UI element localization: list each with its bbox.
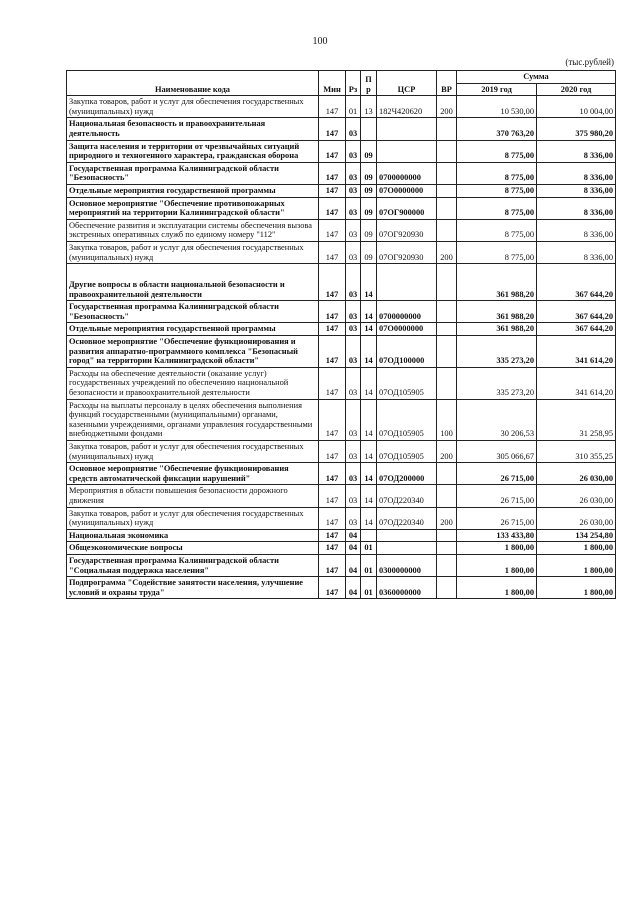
cell-vr [437, 140, 457, 162]
cell-2019: 10 530,00 [457, 96, 537, 118]
cell-min: 147 [319, 399, 346, 440]
cell-name: Государственная программа Калининградской области "Безопасность" [67, 301, 319, 323]
table-row [67, 219, 616, 241]
cell-csr: 182Ч420620 [377, 96, 437, 118]
cell-2020: 8 336,00 [537, 197, 616, 219]
cell-min: 147 [319, 577, 346, 599]
cell-2019: 305 066,67 [457, 441, 537, 463]
cell-pr: 14 [361, 367, 377, 399]
cell-2019: 370 763,20 [457, 118, 537, 140]
cell-2020: 8 336,00 [537, 219, 616, 241]
cell-rz: 03 [346, 323, 361, 336]
cell-2020: 341 614,20 [537, 367, 616, 399]
cell-min: 147 [319, 542, 346, 555]
cell-vr: 200 [437, 441, 457, 463]
cell-min: 147 [319, 441, 346, 463]
cell-vr [437, 336, 457, 368]
cell-2020: 1 800,00 [537, 577, 616, 599]
table-row [67, 577, 616, 599]
cell-name: Основное мероприятие "Обеспечение противопожарных мероприятий на территории Калининградской области" [67, 197, 319, 219]
cell-rz: 04 [346, 554, 361, 576]
cell-vr [437, 529, 457, 542]
cell-2019: 26 715,00 [457, 463, 537, 485]
table-row [67, 162, 616, 184]
cell-2020: 8 336,00 [537, 184, 616, 197]
cell-csr: 07ОГ900000 [377, 197, 437, 219]
cell-2019: 8 775,00 [457, 184, 537, 197]
cell-rz: 03 [346, 336, 361, 368]
cell-2020: 1 800,00 [537, 554, 616, 576]
cell-2020: 1 800,00 [537, 542, 616, 555]
cell-min: 147 [319, 162, 346, 184]
cell-vr [437, 463, 457, 485]
cell-2019: 1 800,00 [457, 554, 537, 576]
cell-2020: 367 644,20 [537, 264, 616, 301]
cell-rz: 03 [346, 301, 361, 323]
cell-name: Национальная безопасность и правоохранительная деятельность [67, 118, 319, 140]
cell-csr: 07ОГ920930 [377, 241, 437, 263]
table-row [67, 367, 616, 399]
cell-name: Государственная программа Калининградской области "Безопасность" [67, 162, 319, 184]
cell-name: Закупка товаров, работ и услуг для обеспечения государственных (муниципальных) нужд [67, 507, 319, 529]
cell-2019: 26 715,00 [457, 507, 537, 529]
cell-rz: 03 [346, 197, 361, 219]
cell-csr: 07О0000000 [377, 184, 437, 197]
cell-csr: 0700000000 [377, 301, 437, 323]
header-min: Мин [319, 71, 346, 96]
cell-2020: 367 644,20 [537, 301, 616, 323]
cell-pr: 09 [361, 184, 377, 197]
cell-name: Основное мероприятие "Обеспечение функционирования средств автоматической фиксации нарушений" [67, 463, 319, 485]
cell-rz: 03 [346, 367, 361, 399]
cell-2019: 335 273,20 [457, 336, 537, 368]
cell-name: Мероприятия в области повышения безопасности дорожного движения [67, 485, 319, 507]
table-row [67, 399, 616, 440]
cell-2019: 8 775,00 [457, 197, 537, 219]
table-body [67, 96, 616, 599]
header-pr: Пр [361, 71, 377, 96]
cell-rz: 01 [346, 96, 361, 118]
cell-vr [437, 485, 457, 507]
cell-2019: 361 988,20 [457, 323, 537, 336]
cell-name: Национальная экономика [67, 529, 319, 542]
cell-2020: 10 004,00 [537, 96, 616, 118]
cell-vr: 200 [437, 96, 457, 118]
table-row [67, 529, 616, 542]
cell-csr [377, 264, 437, 301]
cell-2019: 8 775,00 [457, 241, 537, 263]
cell-min: 147 [319, 264, 346, 301]
cell-2020: 26 030,00 [537, 485, 616, 507]
table-row [67, 336, 616, 368]
cell-vr [437, 264, 457, 301]
cell-vr: 200 [437, 241, 457, 263]
cell-pr: 13 [361, 96, 377, 118]
cell-vr: 100 [437, 399, 457, 440]
table-row [67, 118, 616, 140]
table-row [67, 463, 616, 485]
cell-csr: 0300000000 [377, 554, 437, 576]
cell-2019: 1 800,00 [457, 577, 537, 599]
cell-vr [437, 184, 457, 197]
cell-min: 147 [319, 301, 346, 323]
cell-pr: 01 [361, 554, 377, 576]
cell-2020: 310 355,25 [537, 441, 616, 463]
table-row [67, 140, 616, 162]
table-row [67, 241, 616, 263]
cell-name: Основное мероприятие "Обеспечение функционирования и развития аппаратно-программного комплекса "Безопасный город" на территории Калининградской области" [67, 336, 319, 368]
cell-csr: 0360000000 [377, 577, 437, 599]
cell-2019: 26 715,00 [457, 485, 537, 507]
cell-2019: 8 775,00 [457, 140, 537, 162]
cell-2019: 361 988,20 [457, 301, 537, 323]
cell-csr: 07О0000000 [377, 323, 437, 336]
units-label: (тыс.рублей) [565, 57, 614, 67]
cell-vr [437, 577, 457, 599]
cell-2020: 26 030,00 [537, 463, 616, 485]
cell-pr [361, 118, 377, 140]
cell-csr: 07ОД100000 [377, 336, 437, 368]
header-name: Наименование кода [67, 71, 319, 96]
cell-min: 147 [319, 241, 346, 263]
cell-vr [437, 197, 457, 219]
table-row [67, 96, 616, 118]
cell-2019: 30 206,53 [457, 399, 537, 440]
cell-2020: 367 644,20 [537, 323, 616, 336]
cell-2020: 375 980,20 [537, 118, 616, 140]
cell-2020: 31 258,95 [537, 399, 616, 440]
cell-name: Отдельные мероприятия государственной программы [67, 184, 319, 197]
cell-name: Государственная программа Калининградской области "Социальная поддержка населения" [67, 554, 319, 576]
cell-csr: 07ОД105905 [377, 441, 437, 463]
cell-name: Другие вопросы в области национальной безопасности и правоохранительной деятельности [67, 264, 319, 301]
cell-name: Расходы на обеспечение деятельности (оказание услуг) государственных учреждений по обеспечению национальной безопасности и правоохранительной деятельности [67, 367, 319, 399]
cell-2020: 8 336,00 [537, 241, 616, 263]
cell-min: 147 [319, 336, 346, 368]
cell-pr: 14 [361, 507, 377, 529]
cell-rz: 04 [346, 542, 361, 555]
cell-2019: 361 988,20 [457, 264, 537, 301]
cell-rz: 03 [346, 184, 361, 197]
table-row [67, 507, 616, 529]
table-row [67, 542, 616, 555]
cell-name: Общеэкономические вопросы [67, 542, 319, 555]
cell-2020: 134 254,80 [537, 529, 616, 542]
cell-min: 147 [319, 507, 346, 529]
cell-rz: 03 [346, 140, 361, 162]
page-number: 100 [312, 36, 328, 47]
cell-rz: 03 [346, 264, 361, 301]
cell-name: Отдельные мероприятия государственной программы [67, 323, 319, 336]
cell-pr: 09 [361, 219, 377, 241]
cell-min: 147 [319, 118, 346, 140]
table-row [67, 554, 616, 576]
cell-2019: 1 800,00 [457, 542, 537, 555]
cell-pr: 14 [361, 485, 377, 507]
cell-pr: 09 [361, 162, 377, 184]
cell-min: 147 [319, 463, 346, 485]
cell-vr: 200 [437, 507, 457, 529]
cell-vr [437, 162, 457, 184]
cell-csr [377, 118, 437, 140]
cell-min: 147 [319, 96, 346, 118]
header-sum: Сумма [457, 71, 616, 84]
cell-2019: 335 273,20 [457, 367, 537, 399]
cell-name: Закупка товаров, работ и услуг для обеспечения государственных (муниципальных) нужд [67, 441, 319, 463]
header-rz: Рз [346, 71, 361, 96]
cell-vr [437, 219, 457, 241]
cell-csr: 0700000000 [377, 162, 437, 184]
cell-pr: 09 [361, 197, 377, 219]
budget-table [66, 70, 616, 599]
cell-pr: 09 [361, 241, 377, 263]
cell-name: Расходы на выплаты персоналу в целях обеспечения выполнения функций государственными (муниципальными) органами, казенными учреждениями, органами управления государственными внебюджетными фондами [67, 399, 319, 440]
cell-rz: 03 [346, 507, 361, 529]
cell-pr: 14 [361, 336, 377, 368]
header-csr: ЦСР [377, 71, 437, 96]
cell-vr [437, 367, 457, 399]
table-row [67, 264, 616, 301]
cell-vr [437, 323, 457, 336]
cell-pr: 14 [361, 441, 377, 463]
table-row [67, 323, 616, 336]
cell-csr [377, 542, 437, 555]
cell-csr [377, 140, 437, 162]
cell-csr: 07ОД220340 [377, 485, 437, 507]
cell-pr: 01 [361, 577, 377, 599]
cell-2019: 133 433,80 [457, 529, 537, 542]
cell-csr: 07ОД220340 [377, 507, 437, 529]
cell-2020: 341 614,20 [537, 336, 616, 368]
cell-csr [377, 529, 437, 542]
header-2020: 2020 год [537, 83, 616, 96]
table-row [67, 184, 616, 197]
cell-rz: 03 [346, 219, 361, 241]
table-row [67, 301, 616, 323]
cell-min: 147 [319, 140, 346, 162]
cell-min: 147 [319, 323, 346, 336]
cell-2020: 8 336,00 [537, 140, 616, 162]
cell-min: 147 [319, 554, 346, 576]
cell-rz: 03 [346, 241, 361, 263]
cell-pr: 14 [361, 264, 377, 301]
cell-min: 147 [319, 485, 346, 507]
cell-rz: 03 [346, 485, 361, 507]
cell-min: 147 [319, 367, 346, 399]
table-row [67, 485, 616, 507]
cell-csr: 07ОД105905 [377, 367, 437, 399]
cell-2020: 8 336,00 [537, 162, 616, 184]
cell-name: Закупка товаров, работ и услуг для обеспечения государственных (муниципальных) нужд [67, 241, 319, 263]
header-vr: ВР [437, 71, 457, 96]
cell-rz: 04 [346, 529, 361, 542]
cell-rz: 03 [346, 463, 361, 485]
cell-2020: 26 030,00 [537, 507, 616, 529]
cell-rz: 03 [346, 118, 361, 140]
cell-pr: 09 [361, 140, 377, 162]
cell-vr [437, 542, 457, 555]
cell-name: Подпрограмма "Содействие занятости населения, улучшение условий и охраны труда" [67, 577, 319, 599]
cell-name: Обеспечение развития и эксплуатации системы обеспечения вызова экстренных оперативных служб по единому номеру "112" [67, 219, 319, 241]
cell-pr: 14 [361, 301, 377, 323]
cell-pr: 14 [361, 399, 377, 440]
cell-min: 147 [319, 219, 346, 241]
table-row [67, 197, 616, 219]
cell-2019: 8 775,00 [457, 162, 537, 184]
cell-vr [437, 301, 457, 323]
cell-rz: 03 [346, 441, 361, 463]
cell-vr [437, 554, 457, 576]
cell-min: 147 [319, 197, 346, 219]
cell-pr: 14 [361, 323, 377, 336]
cell-min: 147 [319, 184, 346, 197]
cell-pr: 14 [361, 463, 377, 485]
cell-rz: 04 [346, 577, 361, 599]
cell-pr [361, 529, 377, 542]
cell-rz: 03 [346, 399, 361, 440]
cell-csr: 07ОД105905 [377, 399, 437, 440]
table-row [67, 441, 616, 463]
cell-csr: 07ОГ920930 [377, 219, 437, 241]
cell-name: Закупка товаров, работ и услуг для обеспечения государственных (муниципальных) нужд [67, 96, 319, 118]
cell-name: Защита населения и территории от чрезвычайных ситуаций природного и техногенного характера, гражданская оборона [67, 140, 319, 162]
cell-vr [437, 118, 457, 140]
cell-2019: 8 775,00 [457, 219, 537, 241]
cell-csr: 07ОД200000 [377, 463, 437, 485]
cell-min: 147 [319, 529, 346, 542]
cell-rz: 03 [346, 162, 361, 184]
cell-pr: 01 [361, 542, 377, 555]
header-2019: 2019 год [457, 83, 537, 96]
